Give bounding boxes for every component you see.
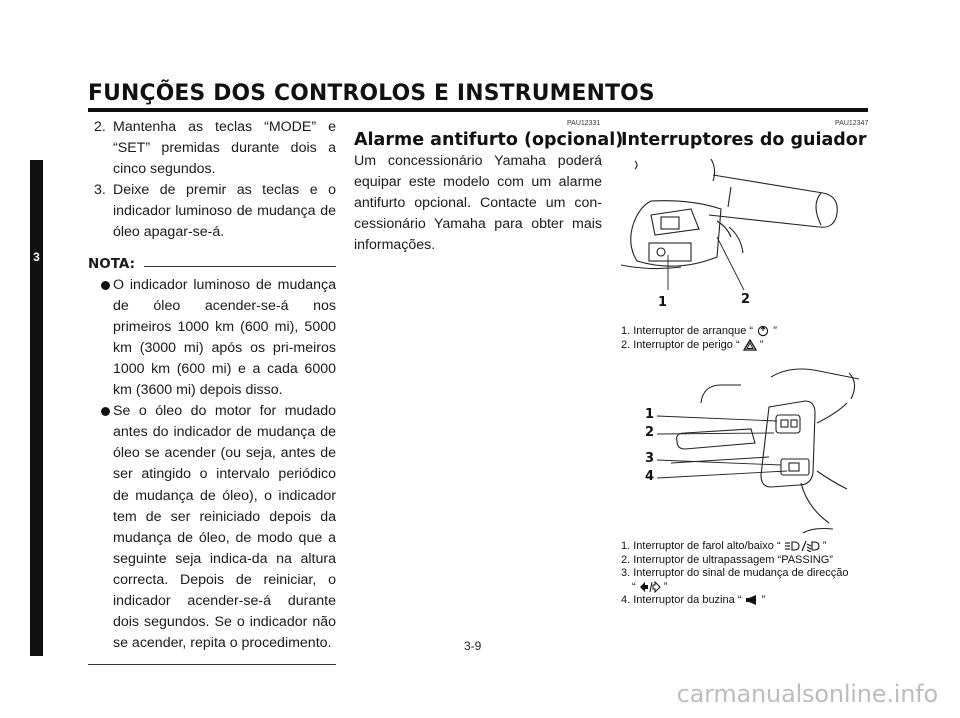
section-code: PAU12347 bbox=[835, 120, 869, 127]
callout-2: 2 bbox=[645, 425, 655, 440]
horn-icon bbox=[745, 594, 759, 606]
page-number: 3-9 bbox=[464, 639, 482, 653]
caption-text: 1. Interruptor de farol alto/baixo “ bbox=[621, 540, 781, 552]
turn-signal-icon bbox=[639, 581, 661, 593]
callout-1: 1 bbox=[645, 407, 655, 422]
callout-4: 4 bbox=[645, 469, 655, 484]
note-heading bbox=[88, 254, 336, 275]
caption-text: “ bbox=[632, 580, 636, 593]
callout-3: 3 bbox=[645, 451, 655, 466]
caption-text: 4. Interruptor da buzina “ bbox=[621, 594, 742, 606]
caption-text: ” bbox=[759, 338, 764, 351]
figure2-captions bbox=[621, 540, 871, 608]
caption-text: ” bbox=[663, 580, 668, 593]
step-number: 3. bbox=[94, 182, 106, 199]
chapter-tab bbox=[30, 160, 43, 656]
caption-beam-switch bbox=[621, 540, 871, 554]
caption-text: ” bbox=[822, 540, 827, 552]
note-end-rule bbox=[88, 664, 336, 665]
column-1 bbox=[88, 117, 336, 665]
step-text: Deixe de premir as teclas e o indicador luminoso de mudança de óleo apagar-se-á. bbox=[113, 182, 336, 241]
note-label: NOTA: bbox=[88, 255, 136, 272]
hazard-triangle-icon bbox=[743, 339, 757, 351]
section-code: PAU12331 bbox=[567, 120, 601, 127]
step-3 bbox=[88, 180, 336, 243]
chapter-number: 3 bbox=[33, 250, 40, 264]
caption-text: ” bbox=[761, 594, 766, 606]
section-body-alarm: Um concessionário Yamaha poderá equipar este modelo com um alarme antifurto opcional. Contacte um con-cessionário Yamaha para obter mais informações. bbox=[354, 153, 602, 254]
caption-text: ” bbox=[773, 325, 777, 337]
caption-turn-symbol bbox=[621, 581, 871, 595]
page-header-title: FUNÇÕES DOS CONTROLOS E INSTRUMENTOS bbox=[88, 80, 655, 106]
step-text: Mantenha as teclas “MODE” e “SET” premidas durante dois a cinco segundos. bbox=[113, 119, 336, 178]
section-title-handlebar-switches: Interruptores do guiador bbox=[621, 130, 867, 150]
note-item bbox=[88, 401, 336, 654]
start-switch-icon bbox=[756, 325, 770, 337]
caption-text: 1. Interruptor de arranque “ bbox=[621, 325, 754, 337]
note-item-text: O indicador luminoso de mudança de óleo acender-se-á nos primeiros 1000 km (600 mi), 5000 km (3000 mi) após os pri-meiros 1000 km (600 mi) e a cada 6000 km (3600 mi) depois disso. bbox=[113, 276, 336, 399]
caption-passing-switch: 2. Interruptor de ultrapassagem “PASSING” bbox=[621, 553, 833, 566]
caption-horn-switch bbox=[621, 594, 871, 608]
headlight-beam-icon bbox=[784, 540, 820, 552]
caption-turn-switch: 3. Interruptor do sinal de mudança de direcção bbox=[621, 567, 849, 579]
bullet-icon bbox=[101, 407, 110, 416]
callout-1: 1 bbox=[658, 295, 668, 310]
header-rule bbox=[88, 108, 868, 112]
callout-2: 2 bbox=[741, 292, 751, 307]
step-2 bbox=[88, 117, 336, 180]
note-item bbox=[88, 275, 336, 402]
caption-hazard-switch bbox=[621, 339, 871, 353]
caption-starter-switch bbox=[621, 325, 871, 339]
caption-text: 2. Interruptor de perigo “ bbox=[621, 338, 740, 351]
step-number: 2. bbox=[94, 119, 106, 135]
section-title-alarm: Alarme antifurto (opcional) bbox=[354, 130, 624, 150]
figure1-captions bbox=[621, 325, 871, 352]
bullet-icon bbox=[101, 281, 110, 290]
watermark: carmanualsonline.info bbox=[676, 680, 938, 708]
note-item-text: Se o óleo do motor for mudado antes do indicador de mudança de óleo se acender (ou seja, antes de ser atingido o intervalo periódico de mudança de óleo), o indicador tem de ser reiniciado depois da mudança de óleo, de modo que a seguinte seja indica-da na altura correcta. Depois de reiniciar, o indicador acender-se-á durante dois segundos. Se o indicador não se acender, repita o procedimento. bbox=[113, 403, 336, 652]
note-rule bbox=[144, 266, 336, 267]
left-handlebar-figure bbox=[621, 363, 871, 538]
